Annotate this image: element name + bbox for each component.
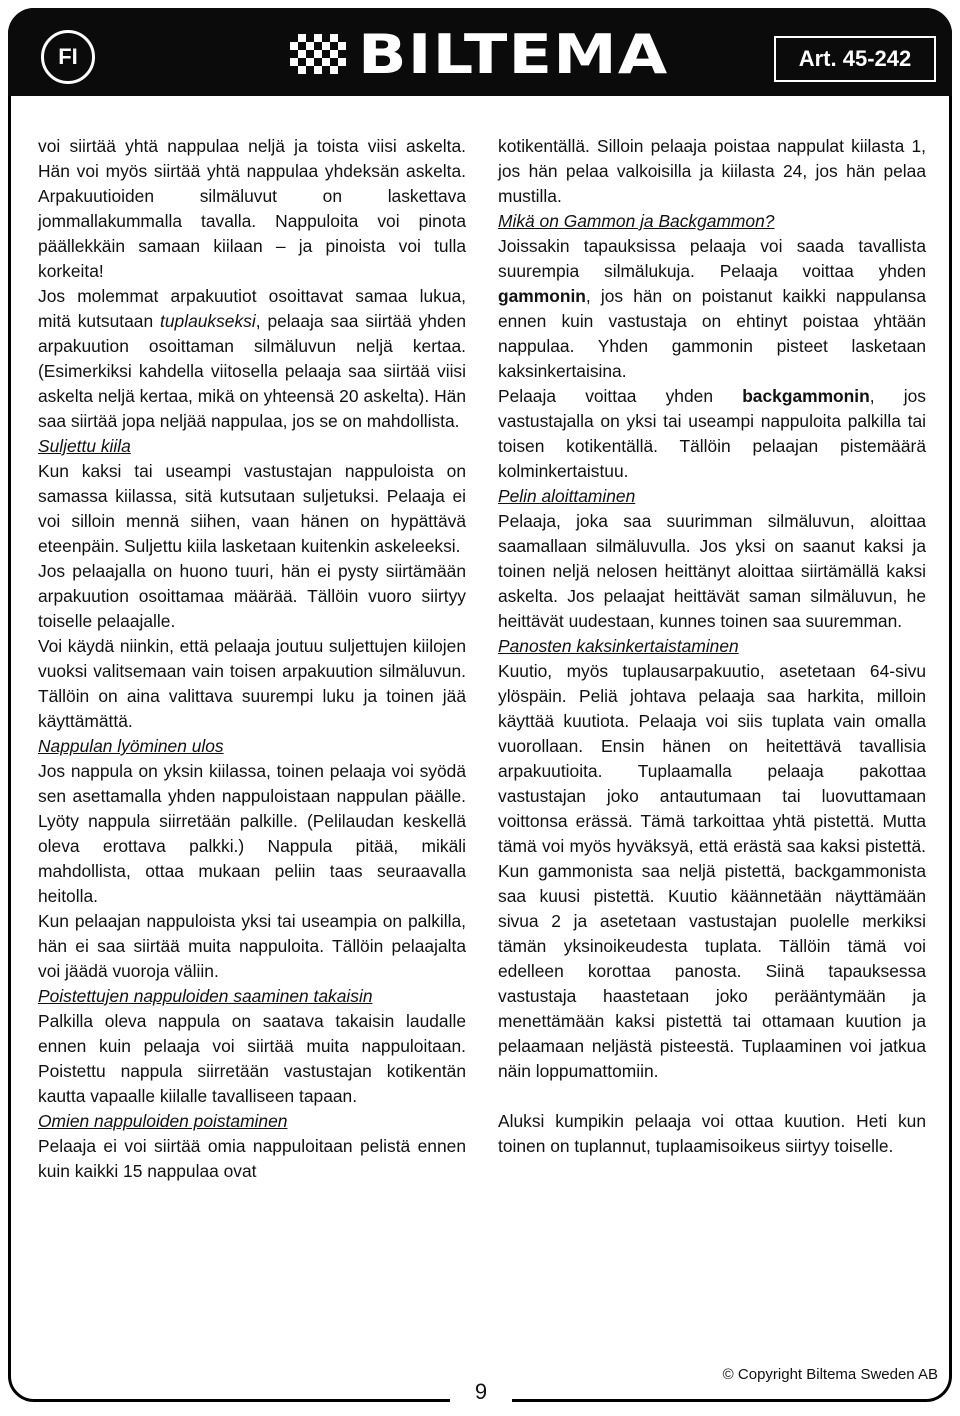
brand-wordmark: BILTEMA bbox=[358, 23, 669, 86]
biltema-logo bbox=[288, 23, 708, 86]
checkered-flag-icon bbox=[288, 32, 348, 78]
copyright-notice: © Copyright Biltema Sweden AB bbox=[722, 1366, 938, 1383]
left-column bbox=[38, 134, 466, 1184]
paragraph: kotikentällä. Silloin pelaaja poistaa nappulat kiilasta 1, jos hän pelaa valkoisilla ja kiilasta 24, jos hän pelaa mustilla. bbox=[498, 136, 926, 206]
paragraph bbox=[38, 284, 466, 434]
page-number: 9 bbox=[450, 1374, 512, 1410]
paragraph: Kun pelaajan nappuloista yksi tai useampia on palkilla, hän ei saa siirtää muita nappuloita. Tällöin pelaajalta voi jäädä vuoroja väliin. bbox=[38, 911, 466, 981]
header-bar bbox=[8, 8, 952, 96]
text-run: , pelaaja saa siirtää yhden arpakuution osoittaman silmäluvun neljä kertaa. (Esimerkiksi kahdella viitosella pelaaja saa siirtää viisi askelta neljä kertaa, mikä on yhteensä 20 askelta). Hän saa siirtää jopa neljää nappulaa, jos se on mahdollista. bbox=[38, 311, 466, 431]
paragraph bbox=[498, 384, 926, 484]
text-run: , jos vastustajalla on yksi tai useampi nappuloita palkilla tai toisen kotikentällä. Tällöin pelaajan pistemäärä kolminkertaistuu. bbox=[498, 386, 926, 481]
article-number: Art. 45-242 bbox=[774, 36, 936, 82]
language-badge: FI bbox=[41, 30, 95, 84]
section-heading: Panosten kaksinkertaistaminen bbox=[498, 636, 739, 656]
paragraph: Aluksi kumpikin pelaaja voi ottaa kuution. Heti kun toinen on tuplannut, tuplaamisoikeus siirtyy toiselle. bbox=[498, 1111, 926, 1156]
term-bold: gammonin bbox=[498, 286, 586, 306]
paragraph: Pelaaja ei voi siirtää omia nappuloitaan pelistä ennen kuin kaikki 15 nappulaa ovat bbox=[38, 1136, 466, 1181]
section-heading: Poistettujen nappuloiden saaminen takaisin bbox=[38, 986, 373, 1006]
paragraph: Pelaaja, joka saa suurimman silmäluvun, aloittaa saamallaan silmäluvulla. Jos yksi on saanut kaksi ja toinen neljä nelosen heittänyt aloittaa siirtämällä kaksi askelta. Jos pelaajat heittävät saman silmäluvun, he heittävät uudestaan, kunnes toinen saa suuremman. bbox=[498, 511, 926, 631]
paragraph bbox=[498, 234, 926, 384]
section-heading: Mikä on Gammon ja Backgammon? bbox=[498, 211, 775, 231]
term-bold: backgammonin bbox=[742, 386, 870, 406]
text-run: Joissakin tapauksissa pelaaja voi saada tavallista suurempia silmälukuja. Pelaaja voittaa yhden bbox=[498, 236, 926, 281]
paragraph: Jos pelaajalla on huono tuuri, hän ei pysty siirtämään arpakuution osoittamaa määrää. Tällöin vuoro siirtyy toiselle pelaajalle. bbox=[38, 561, 466, 631]
paragraph: Palkilla oleva nappula on saatava takaisin laudalle ennen kuin pelaaja voi siirtää muita nappuloitaan. Poistettu nappula siirretään vastustajan kotikentän kautta vapaalle kiilalle tavalliseen tapaan. bbox=[38, 1011, 466, 1106]
section-heading: Suljettu kiila bbox=[38, 436, 131, 456]
paragraph: Kuutio, myös tuplausarpakuutio, asetetaan 64-sivu ylöspäin. Peliä johtava pelaaja saa harkita, milloin käyttää kuutiota. Pelaaja voi siis tuplata vain omalla vuorollaan. Ensin hänen on heitettävä tavallisia arpakuutioita. Tuplaamalla pelaaja pakottaa vastustajan joko antautumaan tai luovuttamaan voittonsa erässä. Tämä tarkoittaa yhtä pistettä. Mutta tämä voi myös hyväksyä, että erästä saa kaksi pistettä. Kun gammonista saa neljä pistettä, backgammonista saa kuusi pistettä. Kuutio käännetään näyttämään sivua 2 ja asetetaan vastustajan puolelle merkiksi tämän yksinoikeudesta tuplata. Tällöin tämä voi edelleen korottaa panosta. Siinä tapauksessa vastustaja haastetaan joko perääntymään ja menettämään kaksi pistettä tai ottamaan kuution ja pelaamaan neljästä pisteestä. Tuplaaminen voi jatkua näin loppumattomiin. bbox=[498, 661, 926, 1081]
paragraph: Voi käydä niinkin, että pelaaja joutuu suljettujen kiilojen vuoksi valitsemaan vain toisen arpakuution silmäluvun. Tällöin on aina valittava suurempi luku ja toinen jää käyttämättä. bbox=[38, 636, 466, 731]
paragraph: Jos nappula on yksin kiilassa, toinen pelaaja voi syödä sen asettamalla yhden nappuloistaan nappulan päälle. Lyöty nappula siirretään palkille. (Pelilaudan keskellä oleva erottava palkki.) Nappula pitää, mikäli mahdollista, ottaa mukaan peliin taas seuraavalla heitolla. bbox=[38, 761, 466, 906]
paragraph: Kun kaksi tai useampi vastustajan nappuloista on samassa kiilassa, sitä kutsutaan suljetuksi. Pelaaja ei voi silloin mennä siihen, vaan hänen on hypättävä eteenpäin. Suljettu kiila lasketaan kuitenkin askeleeksi. bbox=[38, 461, 466, 556]
paragraph: voi siirtää yhtä nappulaa neljä ja toista viisi askelta. Hän voi myös siirtää yhtä nappulaa yhdeksän askelta. Arpakuutioiden silmäluvut on laskettava jommallakummalla tavalla. Nappuloita voi pinota päällekkäin samaan kiilaan – ja pinoista voi tulla korkeita! bbox=[38, 136, 466, 281]
section-heading: Nappulan lyöminen ulos bbox=[38, 736, 224, 756]
term-emphasis: tuplaukseksi bbox=[160, 311, 256, 331]
spacer bbox=[498, 1084, 926, 1109]
text-run: Pelaaja voittaa yhden bbox=[498, 386, 743, 406]
text-run: Jos molemmat arpakuutiot osoittavat samaa lukua, mitä kutsutaan bbox=[38, 286, 466, 331]
section-heading: Pelin aloittaminen bbox=[498, 486, 636, 506]
section-heading: Omien nappuloiden poistaminen bbox=[38, 1111, 288, 1131]
right-column bbox=[498, 134, 926, 1159]
text-run: , jos hän on poistanut kaikki nappulansa ennen kuin vastustaja on ehtinyt poistaa yhtään nappulaa. Yhden gammonin pisteet lasketaan kaksinkertaisina. bbox=[498, 286, 926, 381]
